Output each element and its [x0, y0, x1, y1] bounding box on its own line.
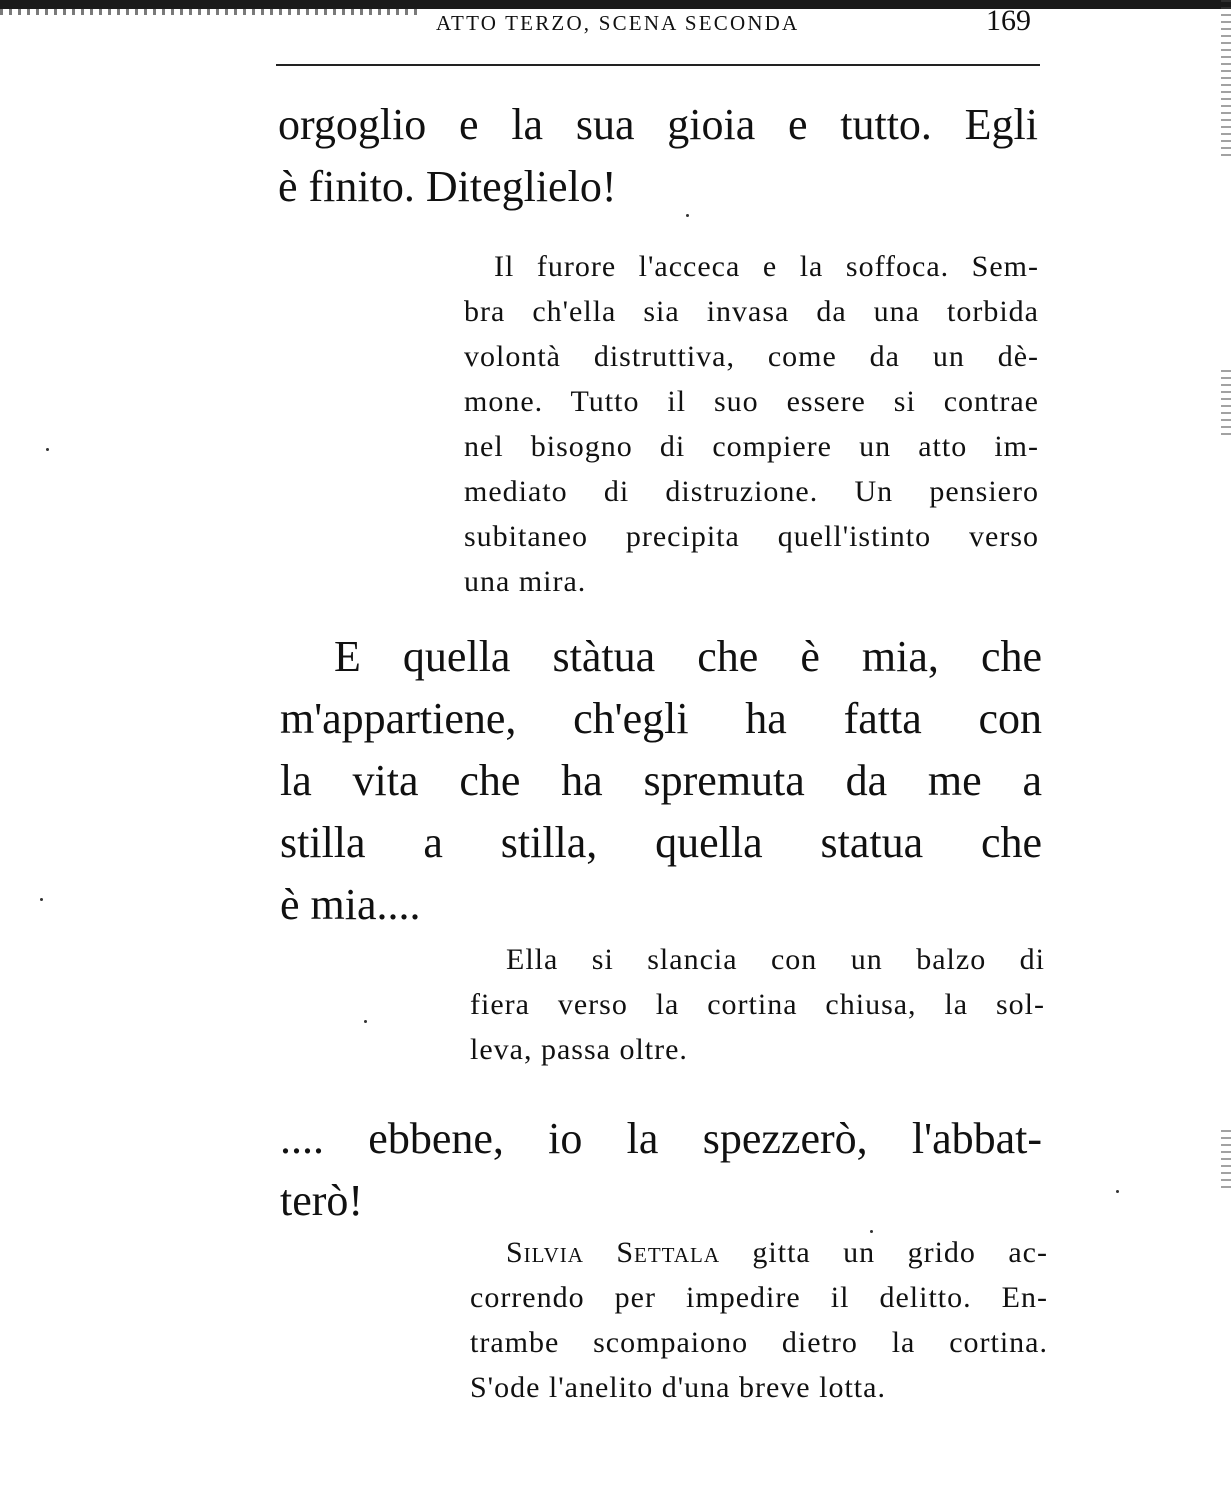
- top-border-scan-artifact: [0, 0, 1231, 9]
- text-line: E quella stàtua che è mia, che: [334, 632, 1042, 681]
- text-line: S'ode l'anelito d'una breve lotta.: [470, 1371, 886, 1404]
- top-border-speckle: [0, 9, 420, 15]
- text-line: correndo per impedire il delitto. En-: [470, 1281, 1048, 1314]
- running-title: ATTO TERZO, SCENA SECONDA: [436, 11, 800, 35]
- text-line: trambe scompaiono dietro la cortina.: [470, 1326, 1048, 1359]
- dialogue-passage-3: [280, 1108, 1042, 1232]
- right-edge-scan-artifact: [1221, 0, 1231, 160]
- text-line: nel bisogno di compiere un atto im-: [464, 430, 1039, 463]
- dialogue-passage-2: [280, 626, 1042, 936]
- text-line: Il furore l'acceca e la soffoca. Sem-: [494, 250, 1039, 283]
- right-edge-scan-artifact: [1221, 370, 1231, 440]
- text-line: mediato di distruzione. Un pensiero: [464, 475, 1039, 508]
- scan-speck: [40, 898, 43, 901]
- text-line: volontà distruttiva, come da un dè-: [464, 340, 1039, 373]
- scan-speck: [870, 1230, 873, 1233]
- text-line: è mia....: [280, 880, 421, 929]
- text-fragment: gitta un grido ac-: [752, 1236, 1048, 1269]
- scan-speck: [1116, 1190, 1119, 1193]
- header-rule: [276, 64, 1040, 66]
- speaker-name: Silvia Settala: [506, 1236, 720, 1269]
- text-line: è finito. Diteglielo!: [278, 162, 617, 211]
- text-line: fiera verso la cortina chiusa, la sol-: [470, 988, 1045, 1021]
- scan-speck: [364, 1020, 367, 1023]
- page-number: 169: [986, 4, 1031, 37]
- text-line: mone. Tutto il suo essere si contrae: [464, 385, 1039, 418]
- text-line: [470, 1230, 1048, 1275]
- text-line: una mira.: [464, 565, 587, 598]
- stage-direction-2: [470, 937, 1045, 1072]
- scan-speck: [686, 214, 689, 217]
- text-line: bra ch'ella sia invasa da una torbida: [464, 295, 1039, 328]
- text-line: leva, passa oltre.: [470, 1033, 688, 1066]
- text-line: terò!: [280, 1176, 364, 1225]
- text-line: subitaneo precipita quell'istinto verso: [464, 520, 1039, 553]
- text-line: m'appartiene, ch'egli ha fatta con: [280, 694, 1042, 743]
- text-line: la vita che ha spremuta da me a: [280, 756, 1042, 805]
- stage-direction-3: [470, 1230, 1048, 1410]
- right-edge-scan-artifact: [1221, 1130, 1231, 1190]
- text-line: stilla a stilla, quella statua che: [280, 818, 1042, 867]
- stage-direction-1: [464, 244, 1039, 604]
- scan-speck: [46, 448, 49, 451]
- dialogue-passage-1: [278, 94, 1038, 218]
- text-line: Ella si slancia con un balzo di: [506, 943, 1045, 976]
- text-line: .... ebbene, io la spezzerò, l'abbat-: [280, 1114, 1042, 1163]
- text-line: orgoglio e la sua gioia e tutto. Egli: [278, 100, 1038, 149]
